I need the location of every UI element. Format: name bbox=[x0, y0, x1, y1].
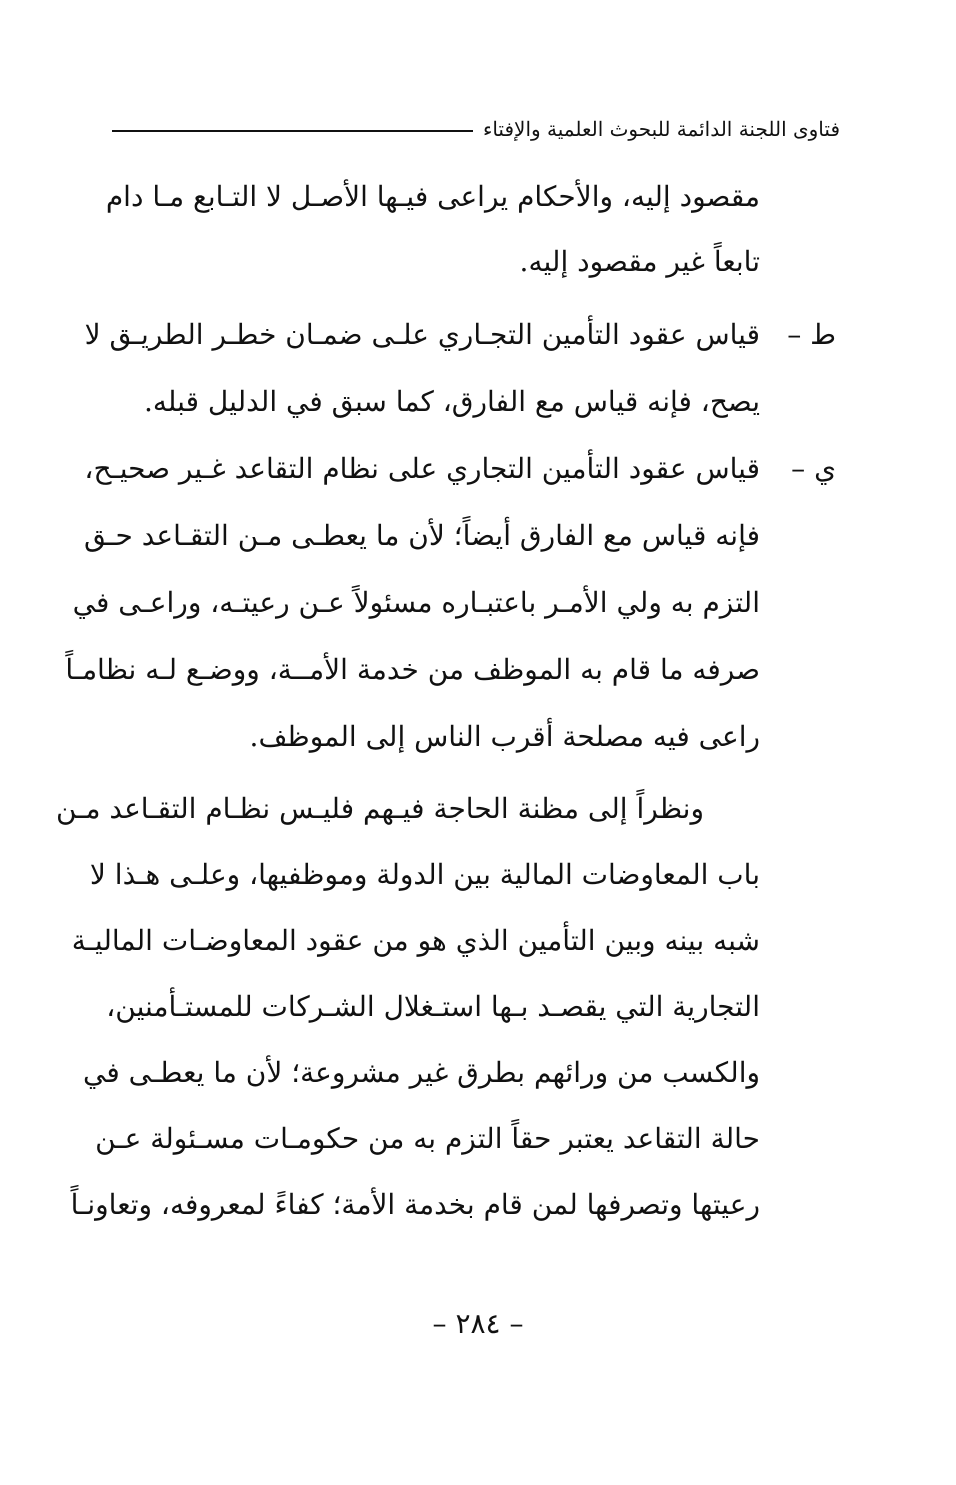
text-line: التجارية التي يقصـد بـها استـغلال الشـركات للمستـأمنين، bbox=[106, 990, 760, 1023]
text-line: باب المعاوضات المالية بين الدولة وموظفيها، وعلـى هـذا لا bbox=[89, 858, 760, 891]
text-line: فإنه قياس مع الفارق أيضاً؛ لأن ما يعطـى مـن التقـاعد حـق bbox=[83, 519, 760, 552]
text-line: صرفه ما قام به الموظف من خدمة الأمــة، ووضـع لـه نظامـاً bbox=[65, 653, 760, 686]
text-line: شبه بينه وبين التأمين الذي هو من عقود المعاوضـات الماليـة bbox=[71, 924, 760, 957]
text-line: تابعاً غير مقصود إليه. bbox=[519, 245, 760, 278]
text-line: رعيتها وتصرفها لمن قام بخدمة الأمة؛ كفاءً لمعروفه، وتعاونـاً bbox=[70, 1188, 760, 1221]
text-line: قياس عقود التأمين التجـاري علـى ضمـان خطـر الطريـق لا bbox=[84, 318, 760, 351]
page-number: – ٢٨٤ – bbox=[432, 1307, 524, 1340]
header-rule bbox=[112, 130, 473, 132]
text-line: راعى فيه مصلحة أقرب الناس إلى الموظف. bbox=[249, 720, 760, 753]
text-line: حالة التقاعد يعتبر حقاً التزم به من حكومـات مسـئولة عـن bbox=[95, 1122, 760, 1155]
header-title: فتاوى اللجنة الدائمة للبحوث العلمية والإفتاء bbox=[482, 117, 840, 141]
running-header bbox=[112, 112, 840, 146]
list-marker: ي – bbox=[791, 452, 836, 485]
text-line: مقصود إليه، والأحكام يراعى فيـها الأصـل لا التـابع مـا دام bbox=[105, 180, 760, 213]
text-line: قياس عقود التأمين التجاري على نظام التقاعد غـير صحيـح، bbox=[84, 452, 760, 485]
text-line: التزم به ولي الأمـر باعتبـاره مسئولاً عـن رعيتـه، وراعـى في bbox=[72, 586, 760, 619]
text-line: يصح، فإنه قياس مع الفارق، كما سبق في الدليل قبله. bbox=[144, 385, 760, 418]
text-line: والكسب من ورائهم بطرق غير مشروعة؛ لأن ما يعطـى في bbox=[83, 1056, 760, 1089]
text-line: ونظراً إلى مظنة الحاجة فيـهم فليـس نظـام التقـاعد مـن bbox=[55, 792, 704, 825]
list-marker: ط – bbox=[787, 318, 836, 351]
